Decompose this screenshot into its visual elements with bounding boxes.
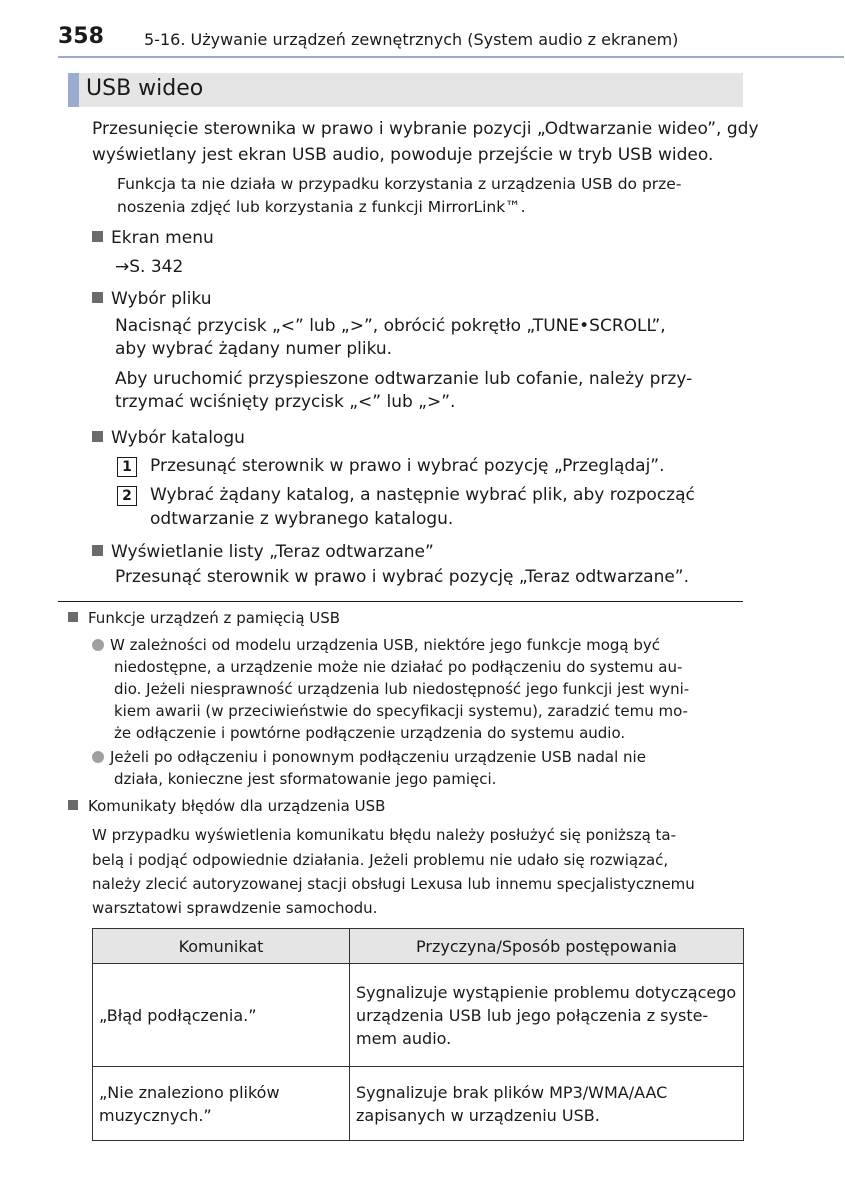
table-cell-cause xyxy=(350,964,744,1067)
errors-line: belą i podjąć odpowiednie działania. Jeżeli problemu nie udało się rozwiązać, xyxy=(92,851,669,869)
section-title: USB wideo xyxy=(86,76,204,101)
info-heading-errors xyxy=(68,797,385,815)
bullet-line: dio. Jeżeli niesprawność urządzenia lub niedostępność jego funkcji jest wyni- xyxy=(114,680,690,698)
bullet-text: W zależności od modelu urządzenia USB, niektóre jego funkcje mogą być xyxy=(110,636,661,654)
step-number-box: 2 xyxy=(117,486,137,506)
square-bullet-icon xyxy=(92,231,103,242)
item-heading-now-playing xyxy=(92,542,434,562)
info-heading-text: Komunikaty błędów dla urządzenia USB xyxy=(88,797,386,815)
table-row xyxy=(93,1067,744,1141)
item-line: Aby uruchomić przyspieszone odtwarzanie lub cofanie, należy przy- xyxy=(115,369,693,389)
errors-line: warsztatowi sprawdzenie samochodu. xyxy=(92,899,378,917)
note-line: noszenia zdjęć lub korzystania z funkcji MirrorLink™. xyxy=(117,198,526,216)
note-line: Funkcja ta nie działa w przypadku korzystania z urządzenia USB do prze- xyxy=(117,175,682,193)
square-bullet-icon xyxy=(92,545,103,556)
cell-line: zapisanych w urządzeniu USB. xyxy=(356,1105,600,1125)
cell-line: Sygnalizuje brak plików MP3/WMA/AAC xyxy=(356,1082,668,1102)
errors-line: należy zlecić autoryzowanej stacji obsługi Lexusa lub innemu specjalistycznemu xyxy=(92,875,695,893)
item-heading-text: Wybór katalogu xyxy=(111,428,245,448)
bullet-line xyxy=(92,748,646,766)
bullet-line xyxy=(92,636,660,654)
info-heading-usb-functions xyxy=(68,609,340,627)
square-bullet-icon xyxy=(68,612,78,622)
page-reference-link[interactable]: →S. 342 xyxy=(115,257,184,277)
item-heading-text: Wybór pliku xyxy=(111,289,212,309)
round-bullet-icon xyxy=(92,639,104,651)
cell-line: „Błąd podłączenia.” xyxy=(99,1005,257,1025)
item-line: aby wybrać żądany numer pliku. xyxy=(115,339,393,359)
item-line: trzymać wciśnięty przycisk „<” lub „>”. xyxy=(115,392,456,412)
square-bullet-icon xyxy=(68,800,78,810)
item-line: Nacisnąć przycisk „<” lub „>”, obrócić pokrętło „TUNE•SCROLL”, xyxy=(115,316,666,336)
table-header-cell: Komunikat xyxy=(93,929,350,964)
cell-line: Sygnalizuje wystąpienie problemu dotyczącego xyxy=(356,982,737,1002)
item-heading-menu-screen xyxy=(92,228,214,248)
page-number: 358 xyxy=(58,24,104,49)
info-heading-text: Funkcje urządzeń z pamięcią USB xyxy=(88,609,341,627)
item-heading-text: Wyświetlanie listy „Teraz odtwarzane” xyxy=(111,542,434,562)
item-heading-folder-select xyxy=(92,428,245,448)
square-bullet-icon xyxy=(92,431,103,442)
intro-line: Przesunięcie sterownika w prawo i wybranie pozycji „Odtwarzanie wideo”, gdy xyxy=(92,119,759,139)
intro-line: wyświetlany jest ekran USB audio, powoduje przejście w tryb USB wideo. xyxy=(92,145,714,165)
square-bullet-icon xyxy=(92,292,103,303)
table-cell-message xyxy=(93,964,350,1067)
table-row xyxy=(93,964,744,1067)
bullet-line: działa, konieczne jest sformatowanie jego pamięci. xyxy=(114,770,497,788)
item-heading-text: Ekran menu xyxy=(111,228,214,248)
errors-line: W przypadku wyświetlenia komunikatu błędu należy posłużyć się poniższą ta- xyxy=(92,826,677,844)
running-head: 5-16. Używanie urządzeń zewnętrznych (System audio z ekranem) xyxy=(144,30,679,49)
cell-line: urządzenia USB lub jego połączenia z syste- xyxy=(356,1005,709,1025)
bullet-line: kiem awarii (w przeciwieństwie do specyfikacji systemu), zaradzić temu mo- xyxy=(114,702,688,720)
step-line: Wybrać żądany katalog, a następnie wybrać plik, aby rozpocząć xyxy=(150,485,695,505)
item-heading-file-select xyxy=(92,289,212,309)
cell-line: muzycznych.” xyxy=(99,1105,212,1125)
cell-line: „Nie znaleziono plików xyxy=(99,1082,280,1102)
bullet-line: niedostępne, a urządzenie może nie działać po podłączeniu do systemu au- xyxy=(114,658,683,676)
cell-line: mem audio. xyxy=(356,1028,452,1048)
table-cell-message xyxy=(93,1067,350,1141)
table-cell-cause xyxy=(350,1067,744,1141)
step-line: odtwarzanie z wybranego katalogu. xyxy=(150,509,454,529)
header-rule xyxy=(58,56,844,58)
item-line: Przesunąć sterownik w prawo i wybrać pozycję „Teraz odtwarzane”. xyxy=(115,567,690,587)
bullet-line: że odłączenie i powtórne podłączenie urządzenia do systemu audio. xyxy=(114,724,626,742)
error-messages-table xyxy=(92,928,744,1141)
round-bullet-icon xyxy=(92,751,104,763)
bullet-text: Jeżeli po odłączeniu i ponownym podłączeniu urządzenie USB nadal nie xyxy=(110,748,646,766)
step-line: Przesunąć sterownik w prawo i wybrać pozycję „Przeglądaj”. xyxy=(150,456,665,476)
section-divider xyxy=(58,601,743,602)
step-number-box: 1 xyxy=(117,457,137,477)
table-header-cell: Przyczyna/Sposób postępowania xyxy=(350,929,744,964)
table-header-row xyxy=(93,929,744,964)
